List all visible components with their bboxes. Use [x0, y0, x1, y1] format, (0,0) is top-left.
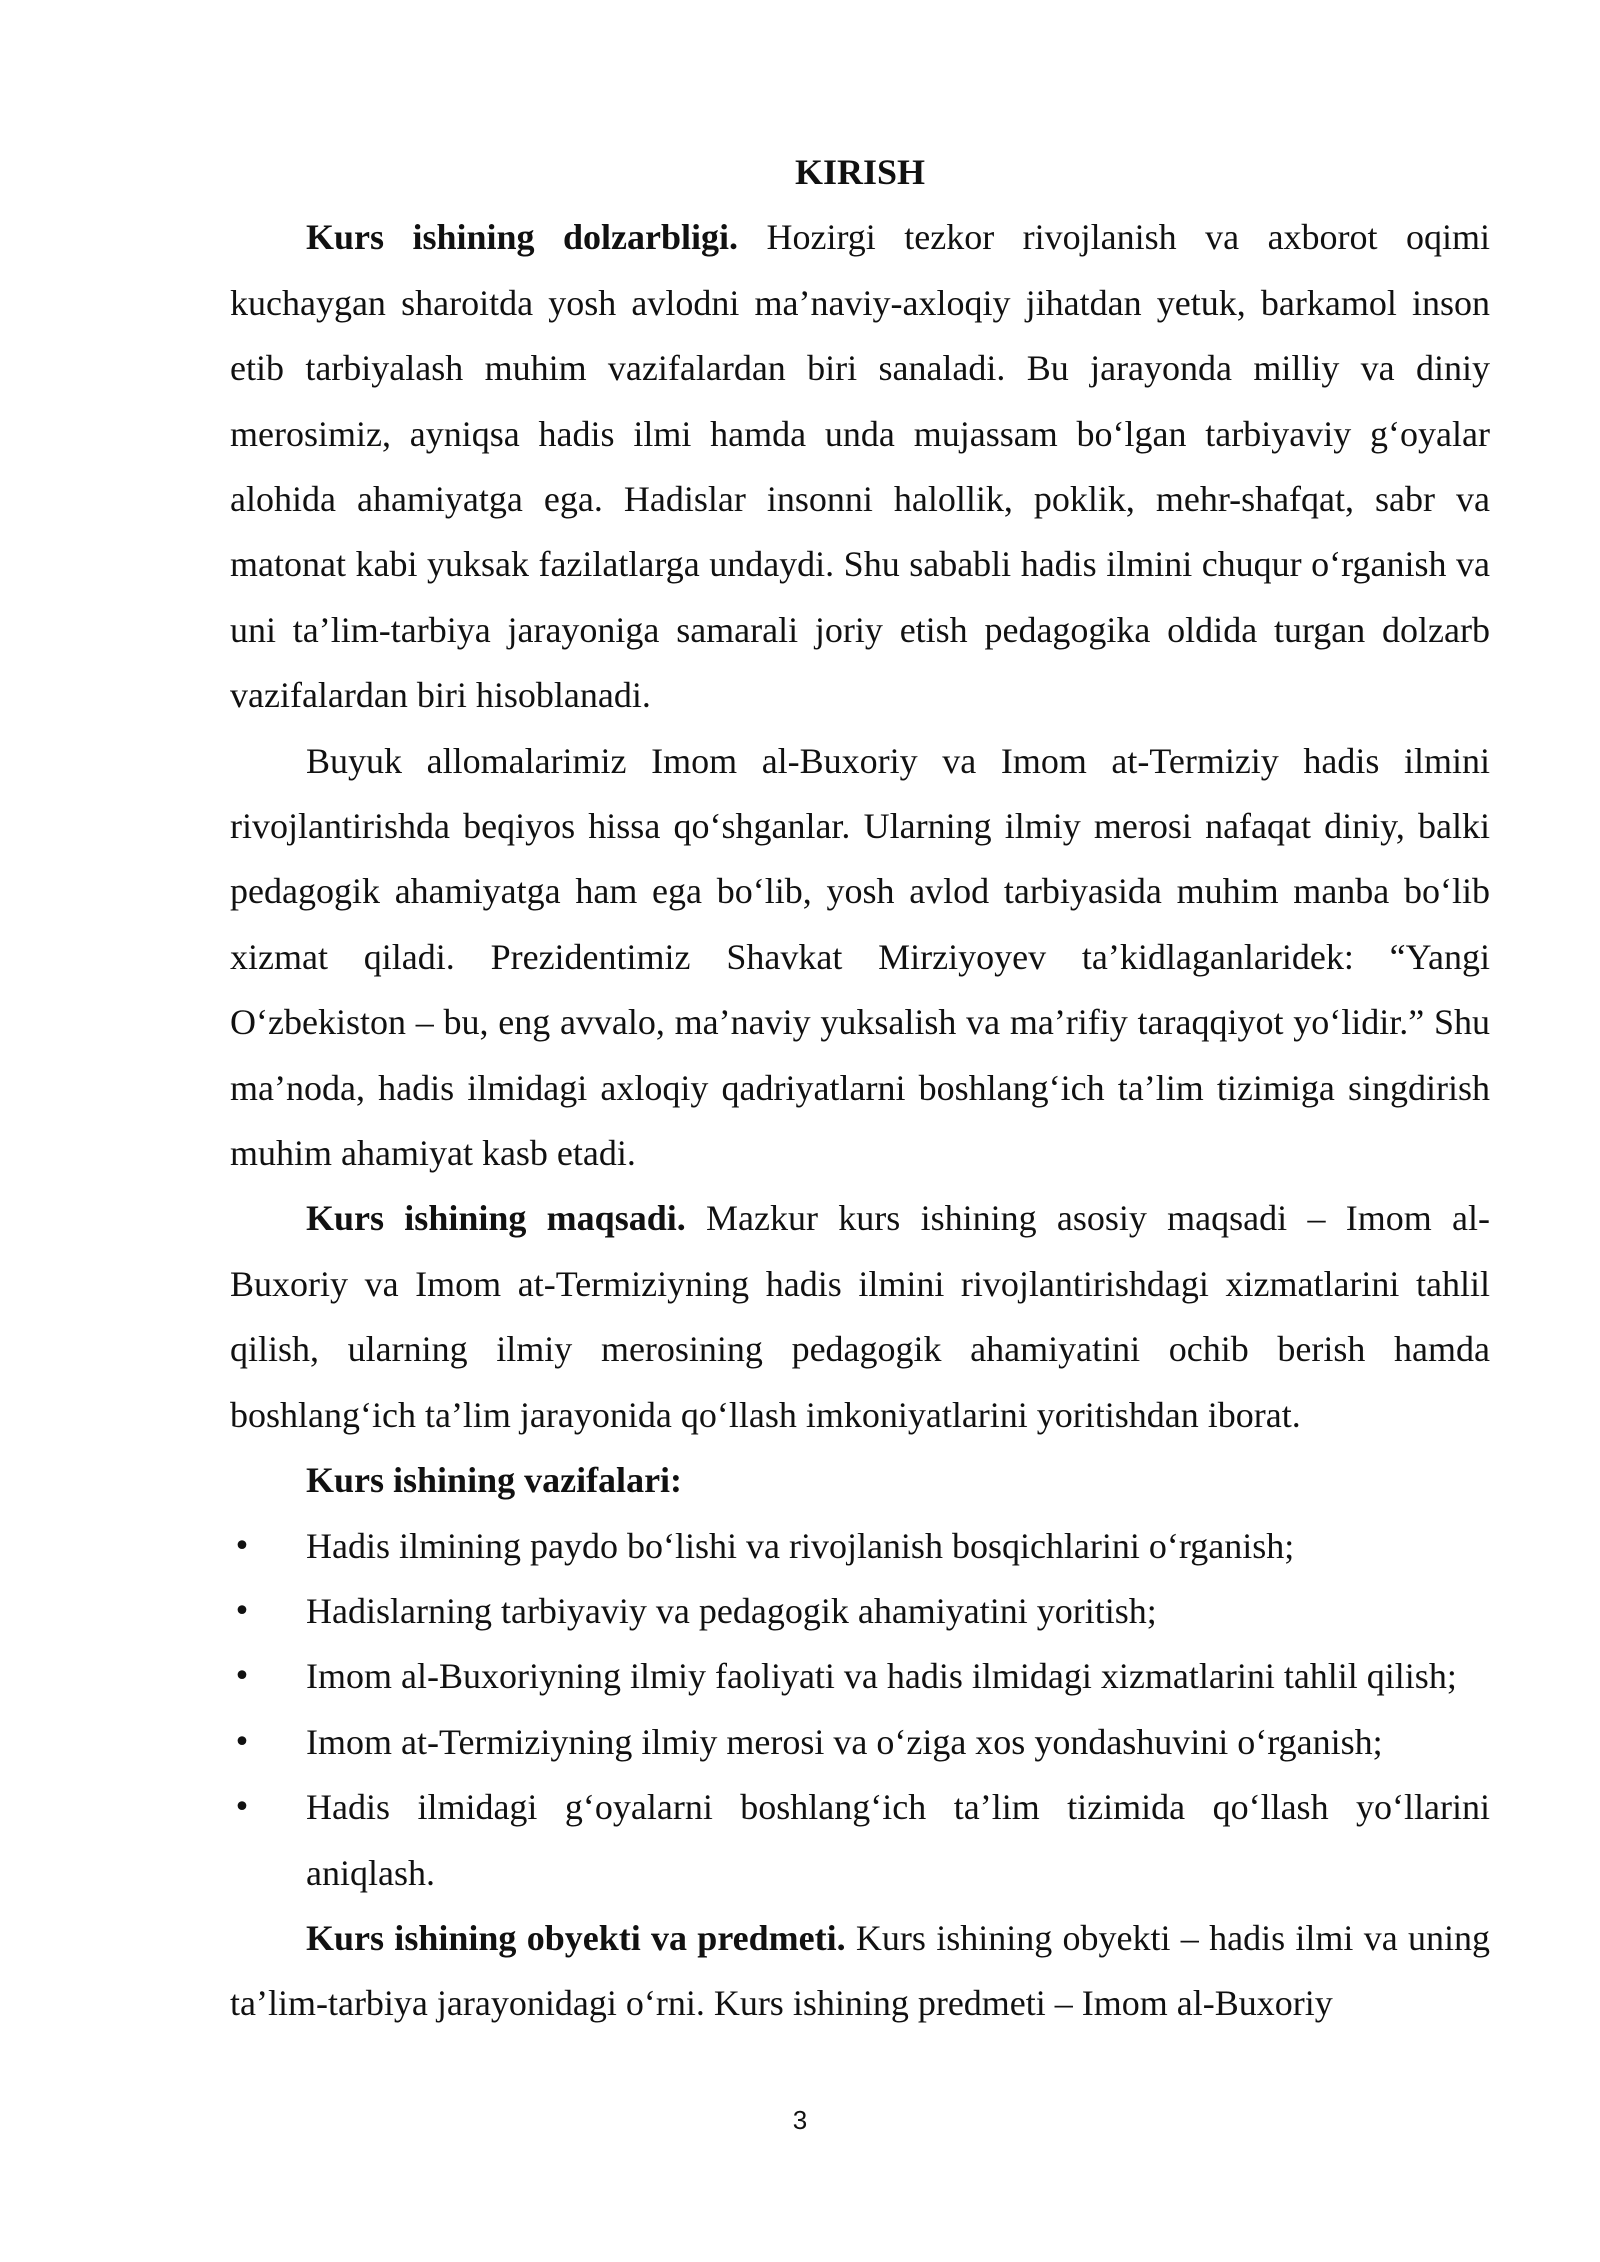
relevance-heading: Kurs ishining dolzarbligi. — [306, 217, 739, 258]
list-item — [230, 1579, 1490, 1644]
object-text: Kurs ishining obyekti – hadis ilmi va uning ta’lim-tarbiya jarayonidagi o‘rni. Kurs ishining predmeti – Imom al-Buxoriy — [230, 1917, 1490, 2024]
list-item — [230, 1514, 1490, 1579]
bullet-icon: • — [233, 1593, 251, 1629]
page-number: 3 — [792, 2105, 808, 2135]
list-item — [230, 1775, 1490, 1906]
relevance-paragraph — [230, 205, 1490, 728]
scholars-paragraph: Buyuk allomalarimiz Imom al-Buxoriy va Imom at-Termiziy hadis ilmini rivojlantirishda beqiyos hissa qo‘shganlar. Ularning ilmiy merosi nafaqat diniy, balki pedagogik ahamiyatga ham ega bo‘lib, yosh avlod tarbiyasida muhim manba bo‘lib xizmat qiladi. Prezidentimiz Shavkat Mirziyoyev ta’kidlaganlaridek: “Yangi O‘zbekiston – bu, eng avvalo, ma’naviy yuksalish va ma’rifiy taraqqiyot yo‘lidir.” Shu ma’noda, hadis ilmidagi axloqiy qadriyatlarni boshlang‘ich ta’lim tizimiga singdirish muhim ahamiyat kasb etadi. — [230, 740, 1490, 1174]
tasks-list — [230, 1514, 1490, 1906]
list-item-text: Hadislarning tarbiyaviy va pedagogik ahamiyatini yoritish; — [306, 1590, 1157, 1631]
list-item — [230, 1710, 1490, 1775]
list-item — [230, 1644, 1490, 1709]
bullet-icon: • — [233, 1659, 251, 1695]
tasks-heading-line — [230, 1448, 1490, 1513]
object-heading: Kurs ishining obyekti va predmeti. — [306, 1917, 846, 1958]
goal-text: Mazkur kurs ishining asosiy maqsadi – Imom al-Buxoriy va Imom at-Termiziyning hadis ilmini rivojlantirishdagi xizmatlarini tahlil qilish, ularning ilmiy merosining pedagogik ahamiyatini ochib berish hamda boshlang‘ich ta’lim jarayonida qo‘llash imkoniyatlarini yoritishdan iborat. — [230, 1198, 1490, 1435]
tasks-heading: Kurs ishining vazifalari: — [306, 1460, 683, 1501]
bullet-icon: • — [233, 1528, 251, 1564]
relevance-text: Hozirgi tezkor rivojlanish va axborot oqimi kuchaygan sharoitda yosh avlodni ma’naviy-axloqiy jihatdan yetuk, barkamol inson etib tarbiyalash muhim vazifalardan biri sanaladi. Bu jarayonda milliy va diniy merosimiz, ayniqsa hadis ilmi hamda unda mujassam bo‘lgan tarbiyaviy g‘oyalar alohida ahamiyatga ega. Hadislar insonni halollik, poklik, mehr-shafqat, sabr va matonat kabi yuksak fazilatlarga undaydi. Shu sababli hadis ilmini chuqur o‘rganish va uni ta’lim-tarbiya jarayoniga samarali joriy etish pedagogika oldida turgan dolzarb vazifalardan biri hisoblanadi. — [230, 217, 1490, 716]
list-item-text: Imom al-Buxoriyning ilmiy faoliyati va hadis ilmidagi xizmatlarini tahlil qilish; — [306, 1656, 1457, 1697]
goal-paragraph — [230, 1186, 1490, 1448]
bullet-icon: • — [233, 1790, 251, 1826]
list-item-text: Imom at-Termiziyning ilmiy merosi va o‘ziga xos yondashuvini o‘rganish; — [306, 1721, 1383, 1762]
goal-heading: Kurs ishining maqsadi. — [306, 1198, 686, 1239]
list-item-text: Hadis ilmidagi g‘oyalarni boshlang‘ich ta’lim tizimida qo‘llash yo‘llarini aniqlash. — [306, 1787, 1490, 1893]
list-item-text: Hadis ilmining paydo bo‘lishi va rivojlanish bosqichlarini o‘rganish; — [306, 1525, 1295, 1566]
document-body — [230, 140, 1490, 2037]
bullet-icon: • — [233, 1724, 251, 1760]
object-paragraph — [230, 1906, 1490, 2037]
page-title: KIRISH — [794, 152, 926, 192]
